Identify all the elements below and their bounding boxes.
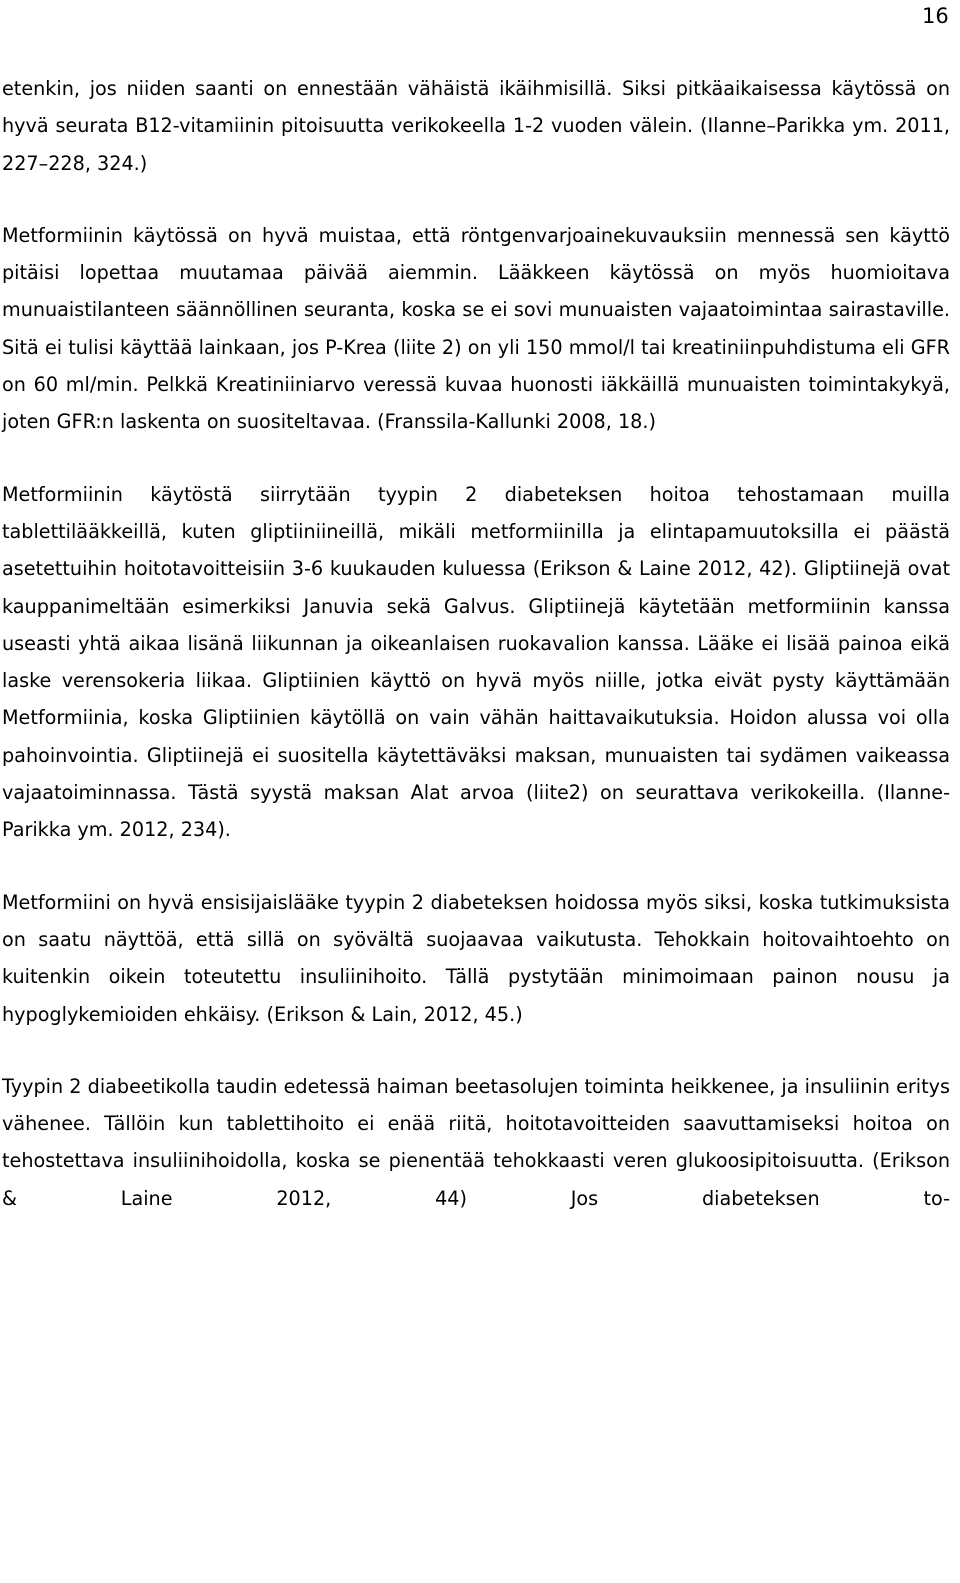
paragraph-b12-monitoring: etenkin, jos niiden saanti on ennestään vähäistä ikäihmisillä. Siksi pitkäaikaisessa käytössä on hyvä seurata B12-vitamiinin pitoisuutta verikokeella 1-2 vuoden välein. (Ilanne–Parikka ym. 2011, 227–228, 324.)	[2, 77, 950, 175]
paragraph-metformin-precautions: Metformiinin käytössä on hyvä muistaa, että röntgenvarjoainekuvauksiin mennessä sen käyttö pitäisi lopettaa muutamaa päivää aiemmin. Lääkkeen käytössä on myös huomioitava munuaistilanteen säännöllinen seuranta, koska se ei sovi munuaisten vajaatoimintaa sairastaville. Sitä ei tulisi käyttää lainkaan, jos P-Krea (liite 2) on yli 150 mmol/l tai kreatiniinpuhdistuma eli GFR on 60 ml/min. Pelkkä Kreatiniiniarvo veressä kuvaa huonosti iäkkäillä munuaisten toimintakykyä, joten GFR:n laskenta on suositeltavaa. (Franssila-Kallunki 2008, 18.)	[2, 223, 950, 434]
document-body	[2, 70, 950, 1217]
paragraph-gliptins: Metformiinin käytöstä siirrytään tyypin 2 diabeteksen hoitoa tehostamaan muilla tablettilääkkeillä, kuten gliptiiniineillä, mikäli metformiinilla ja elintapamuutoksilla ei päästä asetettuihin hoitotavoitteisiin 3-6 kuukauden kuluessa (Erikson & Laine 2012, 42). Gliptiinejä ovat kauppanimeltään esimerkiksi Januvia sekä Galvus. Gliptiinejä käytetään metformiinin kanssa useasti yhtä aikaa lisänä liikunnan ja oikeanlaisen ruokavalion kanssa. Lääke ei lisää painoa eikä laske verensokeria liikaa. Gliptiinien käyttö on hyvä myös niille, jotka eivät pysty käyttämään Metformiinia, koska Gliptiinien käytöllä on vain vähän haittavaikutuksia. Hoidon alussa voi olla pahoinvointia. Gliptiinejä ei suositella käytettäväksi maksan, munuaisten tai sydämen vaikeassa vajaatoiminnassa. Tästä syystä maksan Alat arvoa (liite2) on seurattava verikokeilla. (Ilanne-Parikka ym. 2012, 234).	[2, 482, 950, 842]
paragraph-insulin-therapy: Tyypin 2 diabeetikolla taudin edetessä haiman beetasolujen toiminta heikkenee, ja insuliinin eritys vähenee. Tällöin kun tablettihoito ei enää riitä, hoitotavoitteiden saavuttamiseksi hoitoa on tehostettava insuliinihoidolla, koska se pienentää tehokkaasti veren glukoosipitoisuutta. (Erikson & Laine 2012, 44) Jos diabeteksen to-	[2, 1074, 950, 1210]
page-number: 16	[922, 4, 949, 28]
paragraph-metformin-benefits: Metformiini on hyvä ensisijaislääke tyypin 2 diabeteksen hoidossa myös siksi, koska tutkimuksista on saatu näyttöä, että sillä on syövältä suojaavaa vaikutusta. Tehokkain hoitovaihtoehto on kuitenkin oikein toteutettu insuliinihoito. Tällä pystytään minimoimaan painon nousu ja hypoglykemioiden ehkäisy. (Erikson & Lain, 2012, 45.)	[2, 890, 950, 1026]
